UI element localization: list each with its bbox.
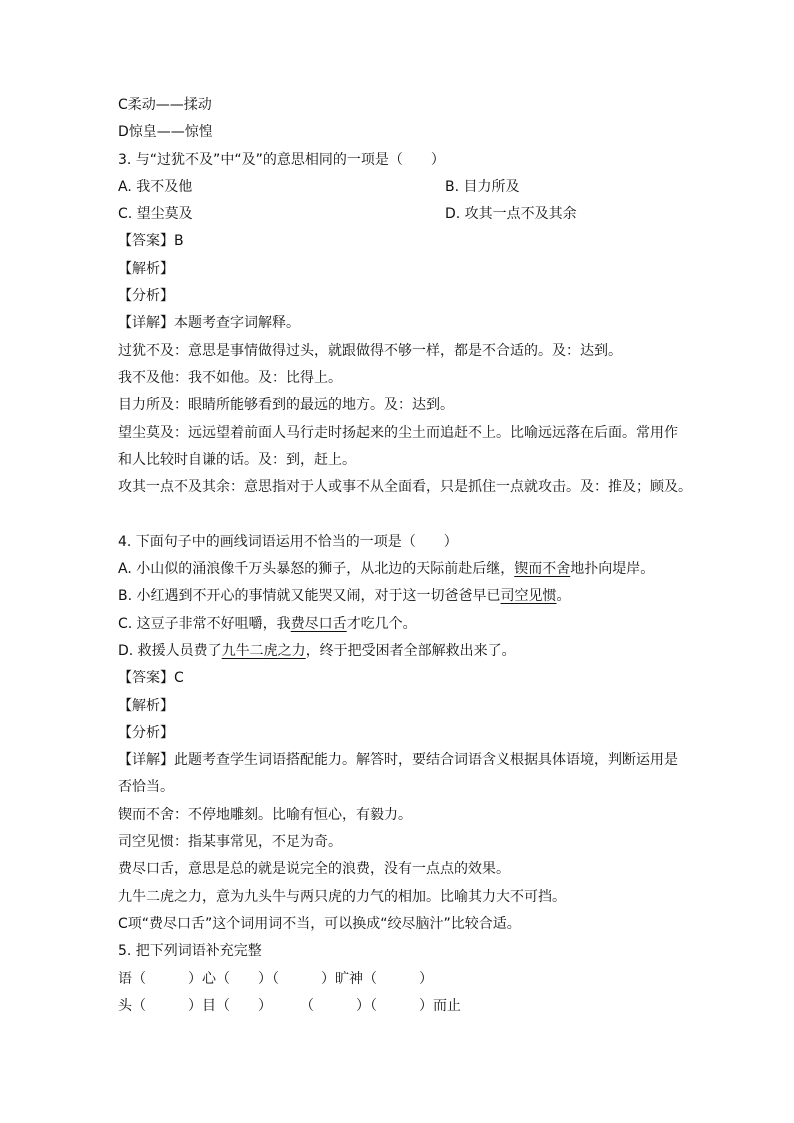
- q4-detail-2: 否恰当。: [118, 779, 174, 795]
- q4-explanation-5: C项“费尽口舌”这个词用词不当，可以换成“绞尽脑汁”比较合适。: [118, 916, 521, 932]
- q4-option-b-underlined: 司空见惯: [500, 588, 557, 604]
- q4-option-c-text: C. 这豆子非常不好咀嚼，我: [118, 616, 291, 632]
- q3-explanation-2: 我不及他：我不如他。及：比得上。: [118, 370, 342, 386]
- q4-explanation-4: 九牛二虎之力，意为九头牛与两只虎的力气的相加。比喻其力大不可挡。: [118, 889, 566, 905]
- q3-explanation-5: 攻其一点不及其余：意思指对于人或事不从全面看，只是抓住一点就攻击。及：推及；顾及。: [118, 479, 692, 495]
- q4-detail-1: 【详解】此题考查学生词语搭配能力。解答时，要结合词语含义根据具体语境，判断运用是: [118, 752, 678, 768]
- q3-explanation-3: 目力所及：眼睛所能够看到的最远的地方。及：达到。: [118, 397, 454, 413]
- q5-row-1: 语（ ）心（ ）（ ）旷神（ ）: [118, 971, 433, 987]
- q4-option-a-text: A. 小山似的涌浪像千万头暴怒的狮子，从北边的天际前赴后继，: [118, 561, 515, 577]
- q3-explanation-4b: 和人比较时自谦的话。及：到，赶上。: [118, 452, 356, 468]
- q4-option-b-tail: 。: [556, 588, 571, 604]
- q3-option-a: A. 我不及他: [118, 179, 193, 195]
- q4-fenxi-label: 【分析】: [118, 725, 174, 741]
- q4-option-a-tail: 地扑向堤岸。: [570, 561, 655, 577]
- q3-jiexi-label: 【解析】: [118, 261, 174, 277]
- q4-option-b-text: B. 小红遇到不开心的事情就又能哭又闹，对于这一切爸爸早已: [118, 588, 501, 604]
- q4-option-d-tail: ，终于把受困者全部解救出来了。: [305, 643, 516, 659]
- q4-jiexi-label: 【解析】: [118, 698, 174, 714]
- q3-explanation-4a: 望尘莫及：远远望着前面人马行走时扬起来的尘土而追赶不上。比喻远远落在后面。常用作: [118, 425, 678, 441]
- q3-option-d: D. 攻其一点不及其余: [445, 206, 577, 222]
- q4-option-a-underlined: 锲而不舍: [514, 561, 571, 577]
- q4-option-c: [118, 614, 417, 634]
- q2-option-d: D惊皇——惊惶: [118, 124, 213, 140]
- q4-option-c-tail: 才吃几个。: [346, 616, 417, 632]
- q2-option-c: C柔动——揉动: [118, 97, 212, 113]
- q4-option-d-text: D. 救援人员费了: [118, 643, 222, 659]
- q4-option-a: [118, 559, 654, 579]
- q4-explanation-2: 司空见惯：指某事常见，不足为奇。: [118, 834, 342, 850]
- q4-explanation-3: 费尽口舌，意思是总的就是说完全的浪费，没有一点点的效果。: [118, 861, 510, 877]
- q3-answer: 【答案】B: [118, 233, 184, 249]
- q4-option-b: [118, 586, 571, 606]
- q5-stem: 5. 把下列词语补充完整: [118, 943, 262, 959]
- q3-stem: 3. 与“过犹不及”中“及”的意思相同的一项是（ ）: [118, 152, 445, 168]
- q3-option-c: C. 望尘莫及: [118, 206, 193, 222]
- q3-detail: 【详解】本题考查字词解释。: [118, 315, 300, 331]
- q4-option-d-underlined: 九牛二虎之力: [221, 643, 306, 659]
- q4-stem: 4. 下面句子中的画线词语运用不恰当的一项是（ ）: [118, 534, 458, 550]
- q3-explanation-1: 过犹不及：意思是事情做得过头，就跟做得不够一样，都是不合适的。及：达到。: [118, 343, 622, 359]
- q5-row-2: 头（ ）目（ ） （ ）（ ）而止: [118, 998, 461, 1014]
- q4-option-c-underlined: 费尽口舌: [290, 616, 347, 632]
- q4-explanation-1: 锲而不舍：不停地雕刻。比喻有恒心，有毅力。: [118, 807, 412, 823]
- q3-fenxi-label: 【分析】: [118, 288, 174, 304]
- q3-option-b: B. 目力所及: [445, 179, 520, 195]
- q4-option-d: [118, 641, 516, 661]
- q4-answer: 【答案】C: [118, 670, 184, 686]
